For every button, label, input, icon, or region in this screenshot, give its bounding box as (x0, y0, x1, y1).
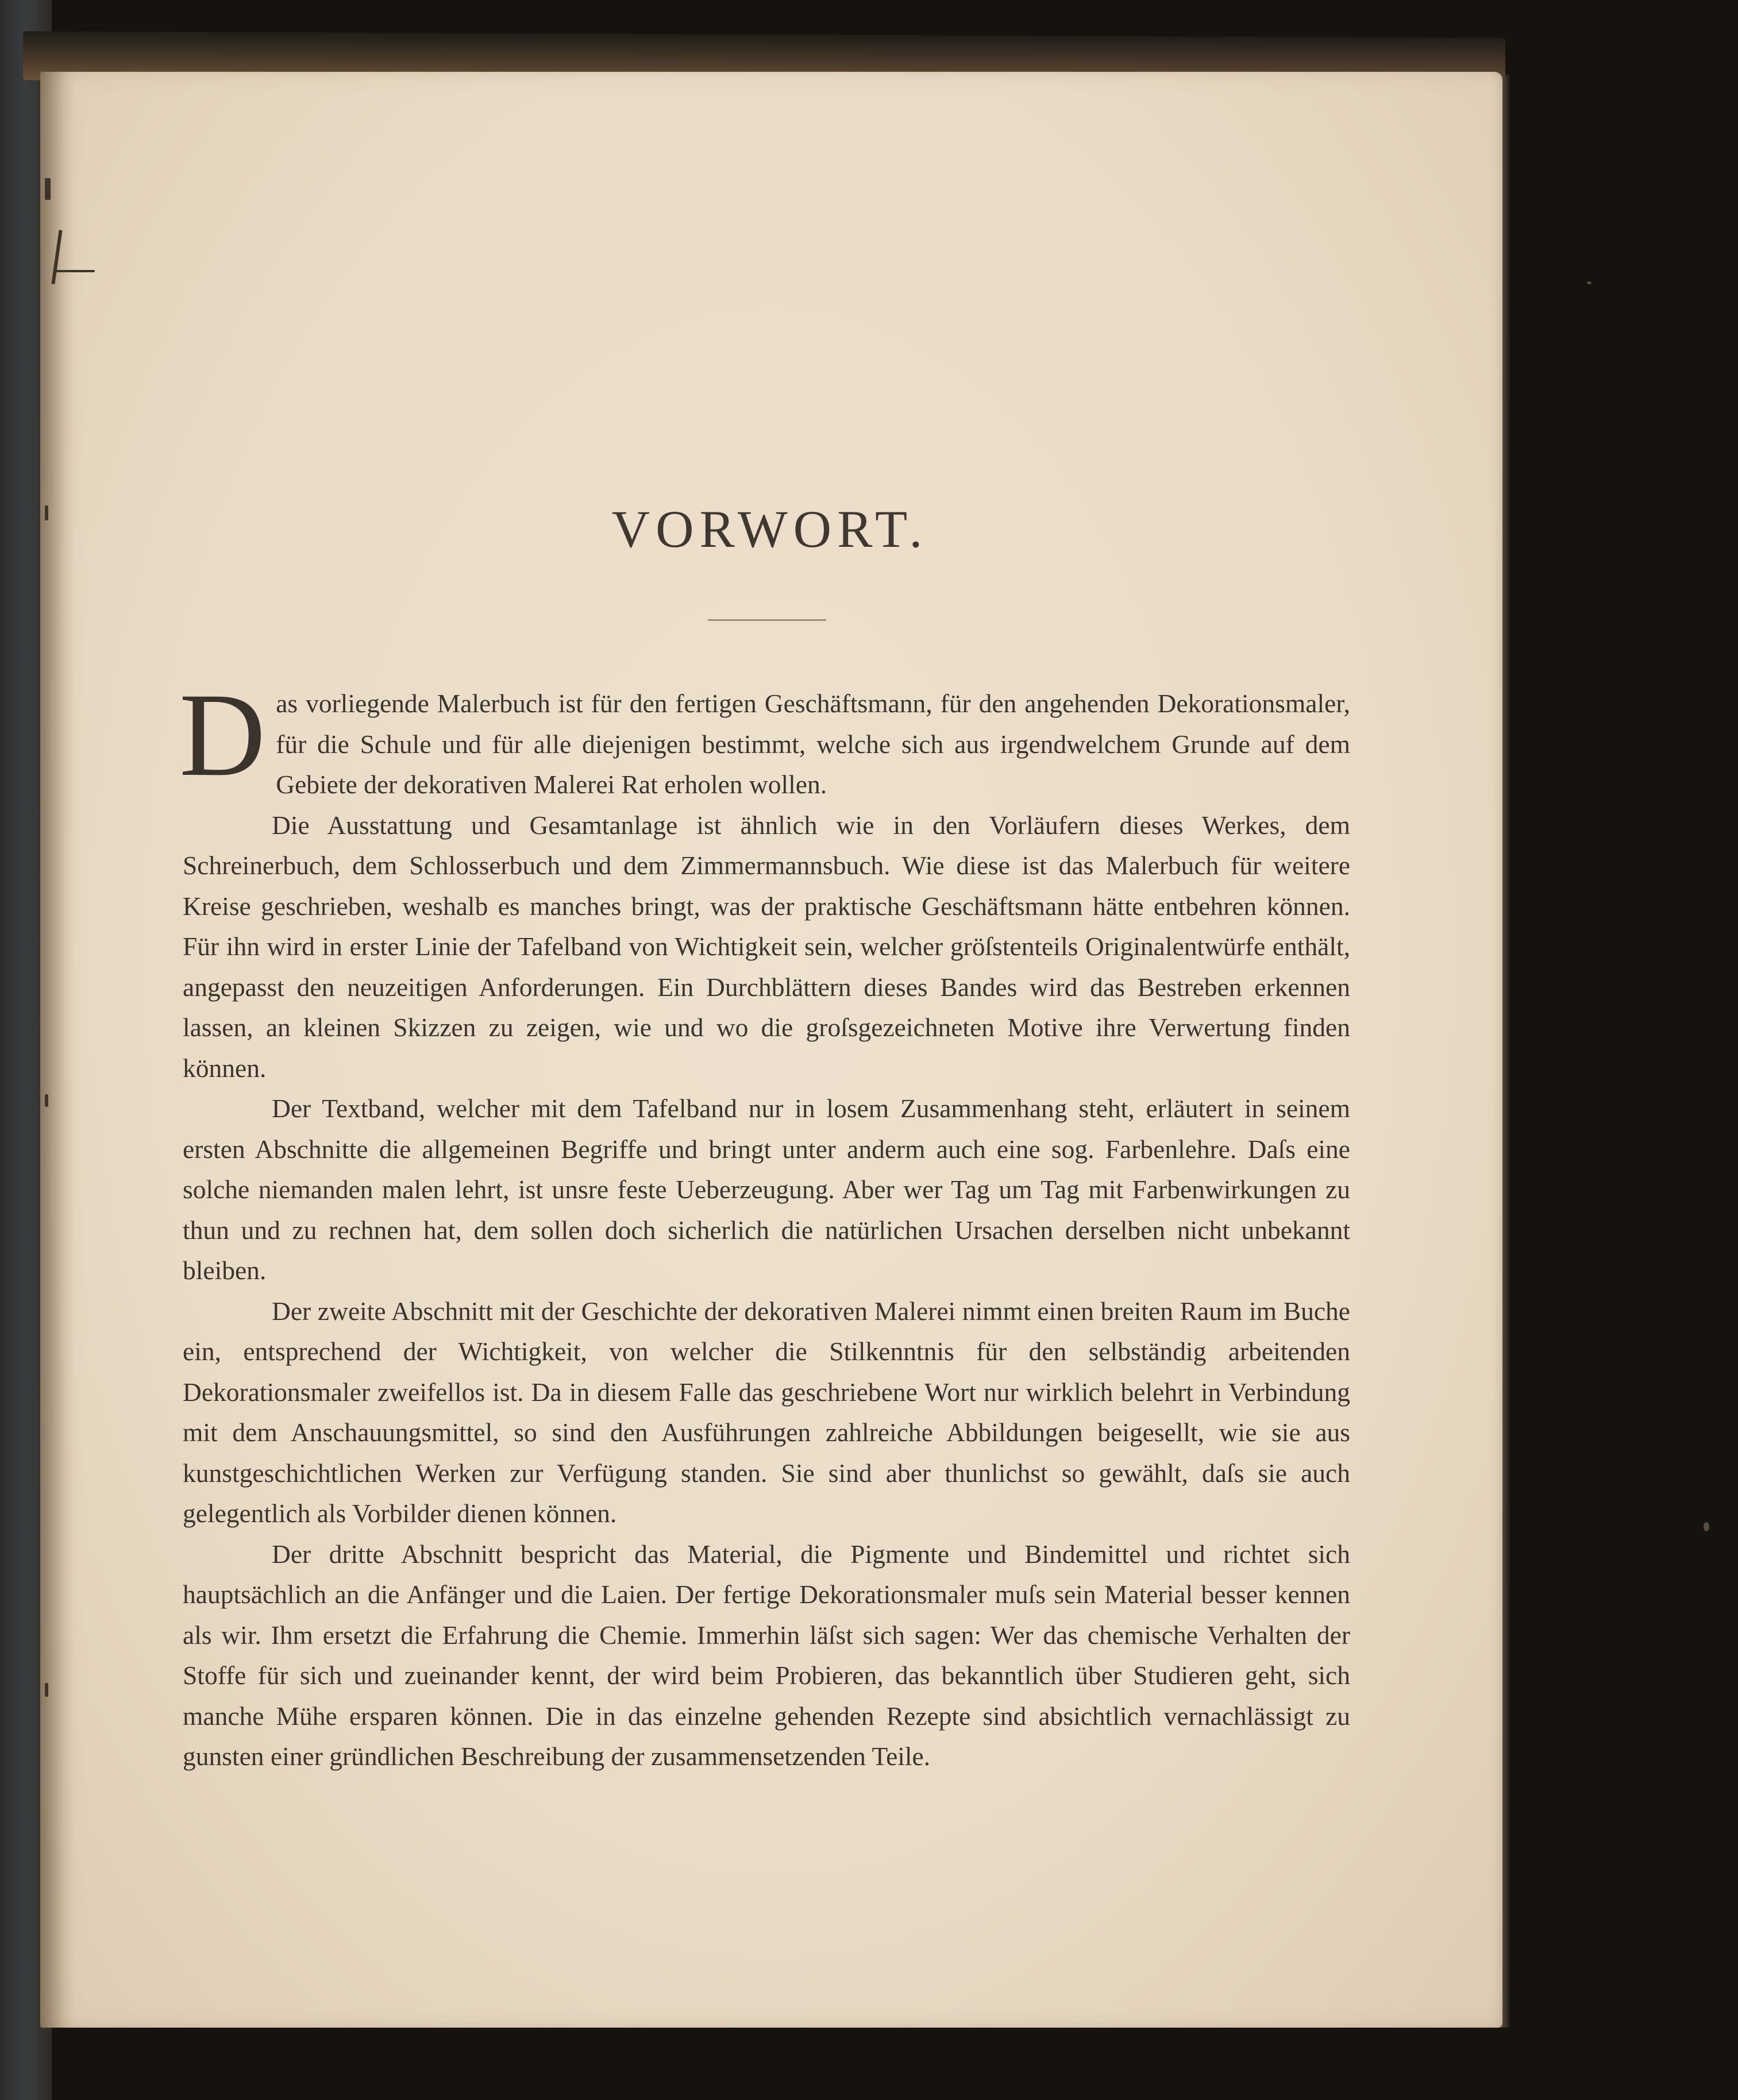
dust-speck (1587, 281, 1591, 284)
preface-body (179, 669, 1350, 1777)
page-gutter (40, 72, 75, 2028)
preface-paragraph (179, 669, 1350, 805)
binding-thread-mark (55, 270, 95, 272)
binding-thread-mark (45, 178, 51, 200)
binding-thread-mark (45, 1683, 48, 1697)
title-divider (708, 619, 826, 621)
paragraph-text: as vorliegende Malerbuch ist für den fertigen Geschäftsmann, für den angehenden Dekorationsmaler, für die Schule und für alle diejenigen bestimmt, welche sich aus irgendwelchem Grunde auf dem Gebiete der dekorativen Malerei Rat erholen wollen. (276, 689, 1350, 799)
dust-speck (1704, 1522, 1709, 1531)
preface-paragraph: Der zweite Abschnitt mit der Geschichte der dekorativen Malerei nimmt einen breiten Raum im Buche ein, entsprechend der Wichtigkeit, von welcher die Stilkenntnis für den selbständig arbeitenden Dekorationsmaler zweifellos ist. Da in diesem Falle das geschriebene Wort nur wirklich belehrt in Verbindung mit dem Anschauungsmittel, so sind den Ausführungen zahlreiche Abbildungen beigesellt, wie sie aus kunstgeschichtlichen Werken zur Verfügung standen. Sie sind aber thunlichst so gewählt, daſs sie auch gelegentlich als Vorbilder dienen können. (183, 1296, 1350, 1528)
page-title: VORWORT. (611, 500, 928, 558)
binding-thread-mark (45, 1094, 48, 1107)
preface-paragraph: Der Textband, welcher mit dem Tafelband nur in losem Zusammenhang steht, erläutert in seinem ersten Abschnitte die allgemeinen Begriffe und bringt unter anderm auch eine sog. Farbenlehre. Daſs eine solche niemanden malen lehrt, ist unsre feste Ueberzeugung. Aber wer Tag um Tag mit Farbenwirkungen zu thun und zu rechnen hat, dem sollen doch sicherlich die natürlichen Ursachen derselben nicht unbekannt bleiben. (183, 1094, 1350, 1285)
preface-paragraph: Die Ausstattung und Gesamtanlage ist ähnlich wie in den Vorläufern dieses Werkes, dem Schreinerbuch, dem Schlosserbuch und dem Zimmermannsbuch. Wie diese ist das Malerbuch für weitere Kreise geschrieben, weshalb es manches bringt, was der praktische Geschäftsmann hätte entbehren können. Für ihn wird in erster Linie der Tafelband von Wichtigkeit sein, welcher gröſstenteils Originalentwürfe enthält, angepasst den neuzeitigen Anforderungen. Ein Durchblättern dieses Bandes wird das Bestreben erkennen lassen, an kleinen Skizzen zu zeigen, wie und wo die groſsgezeichneten Motive ihre Verwertung finden können. (183, 810, 1350, 1083)
drop-cap-initial: D (179, 669, 266, 801)
preface-paragraph: Der dritte Abschnitt bespricht das Material, die Pigmente und Bindemittel und richtet sich hauptsächlich an die Anfänger und die Laien. Der fertige Dekorationsmaler muſs sein Material besser kennen als wir. Ihm ersetzt die Erfahrung die Chemie. Immerhin läſst sich sagen: Wer das chemische Verhalten der Stoffe für sich und zueinander kennt, der wird beim Probieren, das bekanntlich über Studieren geht, sich manche Mühe ersparen können. Die in das einzelne gehenden Rezepte sind absichtlich vernachlässigt zu gunsten einer gründlichen Beschreibung der zusammensetzenden Teile. (183, 1539, 1350, 1771)
